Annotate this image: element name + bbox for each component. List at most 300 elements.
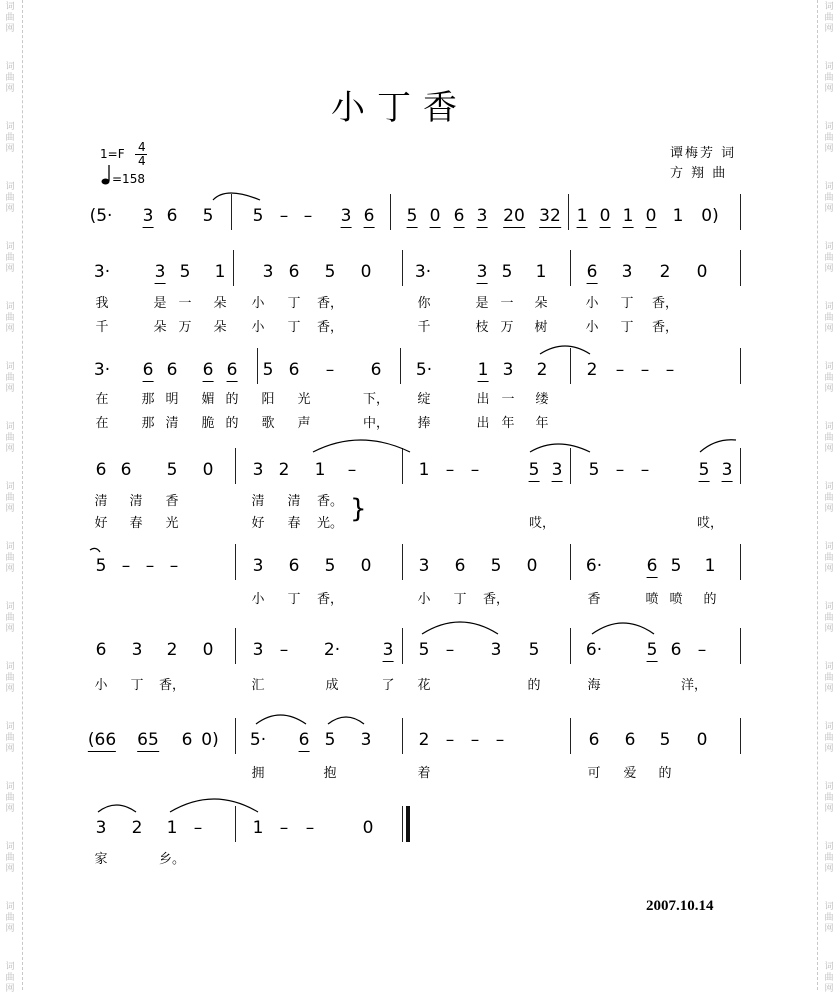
lyric-syllable: 小 (585, 320, 599, 335)
note: – (640, 360, 650, 380)
note: 5 (324, 262, 336, 282)
song-title: 小丁香 (331, 88, 469, 128)
time-signature-numerator: 4 (138, 140, 146, 154)
lyric-syllable: 拥 (251, 766, 265, 781)
slur (90, 548, 100, 552)
quarter-note-icon (100, 164, 112, 186)
note: – (445, 640, 455, 660)
note: 5· (249, 730, 267, 750)
note: – (615, 360, 625, 380)
lyric-syllable: 清 (287, 494, 301, 509)
note: 3· (414, 262, 432, 282)
note: 3 (340, 206, 352, 226)
watermark-text: 词 曲 网 (5, 722, 15, 754)
lyric-syllable: 在 (95, 392, 109, 407)
note: (66 (87, 730, 117, 750)
lyric-syllable: 的 (225, 392, 239, 407)
lyric-syllable: 明 (165, 392, 179, 407)
watermark-text: 词 曲 网 (824, 842, 834, 874)
music-line (87, 730, 750, 756)
lyric-syllable: 成 (325, 678, 339, 693)
note: 5 (202, 206, 214, 226)
note: – (279, 818, 289, 838)
lyric-syllable: 朵 (153, 320, 167, 335)
note: 32 (539, 206, 561, 226)
note: 3 (502, 360, 514, 380)
lyric-syllable: 歌 (261, 416, 275, 431)
note: 6 (363, 206, 375, 226)
note: – (169, 556, 179, 576)
note: 0 (429, 206, 441, 226)
bar-line (235, 544, 236, 580)
note: 3 (252, 460, 264, 480)
lyric-syllable: 捧 (417, 416, 431, 431)
note: – (470, 730, 480, 750)
watermark-text: 词 曲 网 (5, 122, 15, 154)
lyric-syllable: 千 (95, 320, 109, 335)
right-page-edge (817, 0, 818, 990)
bar-line (402, 250, 403, 286)
lyric-syllable: 汇 (251, 678, 265, 693)
note: 0 (526, 556, 538, 576)
note: 5 (166, 460, 178, 480)
lyric-syllable: 一 (501, 392, 515, 407)
watermark-text: 词 曲 网 (5, 842, 15, 874)
note: 65 (137, 730, 159, 750)
slur (170, 799, 258, 812)
watermark-text: 词 曲 网 (5, 362, 15, 394)
note: 0 (696, 730, 708, 750)
lyric-syllable: 香 (165, 494, 179, 509)
lyric-syllable: 香。 (316, 494, 344, 509)
lyric-syllable: 是 (153, 296, 167, 311)
note: 3 (551, 460, 563, 480)
lyric-line (90, 512, 750, 532)
lyric-syllable: 了 (381, 678, 395, 693)
lyric-syllable: 下， (362, 392, 390, 407)
note: 0 (360, 556, 372, 576)
bar-line (570, 448, 571, 484)
note: 6 (120, 460, 132, 480)
lyric-syllable: 你 (417, 296, 431, 311)
lyric-syllable: 阳 (261, 392, 275, 407)
slur (422, 622, 498, 634)
watermark-text: 词 曲 网 (5, 242, 15, 274)
lyric-syllable: 家 (94, 852, 108, 867)
bar-line (740, 194, 741, 230)
lyric-syllable: 出 (476, 392, 490, 407)
note: 1 (314, 460, 326, 480)
note: 6 (298, 730, 310, 750)
watermark-text: 词 曲 网 (824, 662, 834, 694)
slur (592, 623, 654, 634)
lyric-syllable: 朵 (213, 320, 227, 335)
note: 1 (252, 818, 264, 838)
lyric-line (90, 412, 750, 432)
lyric-syllable: 丁 (287, 320, 301, 335)
bar-line (740, 544, 741, 580)
bar-line (740, 250, 741, 286)
lyric-line (90, 588, 750, 608)
lyric-syllable: 好 (94, 516, 108, 531)
lyric-syllable: 好 (251, 516, 265, 531)
watermark-text: 词 曲 网 (824, 182, 834, 214)
note: 6 (181, 730, 193, 750)
key-signature: 1=F (100, 147, 125, 161)
bar-line (740, 718, 741, 754)
bar-line (235, 806, 236, 842)
note: 5 (528, 640, 540, 660)
lyric-line (90, 848, 750, 868)
note: 6 (202, 360, 214, 380)
lyric-syllable: 的 (527, 678, 541, 693)
note: 6· (585, 640, 603, 660)
bar-line (402, 628, 403, 664)
note: 5 (324, 730, 336, 750)
watermark-text: 词 曲 网 (5, 782, 15, 814)
lyric-syllable: 小 (251, 592, 265, 607)
watermark-text: 词 曲 网 (5, 302, 15, 334)
watermark-text: 词 曲 网 (824, 962, 834, 994)
lyric-syllable: 在 (95, 416, 109, 431)
note: 5 (490, 556, 502, 576)
bar-line (257, 348, 258, 384)
watermark-text: 词 曲 网 (5, 182, 15, 214)
lyric-syllable: 脆 (201, 416, 215, 431)
note: 5 (179, 262, 191, 282)
note: 6 (670, 640, 682, 660)
bar-line (235, 448, 236, 484)
watermark-text: 词 曲 网 (824, 422, 834, 454)
bar-line (570, 544, 571, 580)
lyric-syllable: 我 (95, 296, 109, 311)
note: 5 (659, 730, 671, 750)
note: – (445, 730, 455, 750)
lyric-syllable: 春 (287, 516, 301, 531)
note: 5 (418, 640, 430, 660)
lyric-syllable: 春 (129, 516, 143, 531)
lyric-syllable: 喷 (645, 592, 659, 607)
lyric-syllable: 香， (651, 320, 679, 335)
note: 2 (536, 360, 548, 380)
note: 6 (226, 360, 238, 380)
final-bar-thin (402, 806, 403, 842)
note: 6 (166, 360, 178, 380)
lyric-syllable: 着 (417, 766, 431, 781)
note: 5 (252, 206, 264, 226)
note: 3 (142, 206, 154, 226)
slur (256, 715, 306, 724)
note: 6 (288, 262, 300, 282)
note: 6 (288, 360, 300, 380)
watermark-text: 词 曲 网 (824, 362, 834, 394)
lyric-syllable: 小 (251, 296, 265, 311)
note: – (193, 818, 203, 838)
bar-line (231, 194, 232, 230)
note: 0 (202, 640, 214, 660)
music-line (90, 640, 750, 666)
slur (98, 805, 136, 812)
lyric-syllable: 花 (417, 678, 431, 693)
lyric-syllable: 的 (225, 416, 239, 431)
watermark-text: 词 曲 网 (824, 242, 834, 274)
lyric-syllable: 朵 (534, 296, 548, 311)
lyric-syllable: 清 (251, 494, 265, 509)
lyric-syllable: 乡。 (158, 852, 186, 867)
lyric-line (90, 674, 750, 694)
note: 0 (696, 262, 708, 282)
bar-line (233, 250, 234, 286)
note: 1 (166, 818, 178, 838)
note: 6 (142, 360, 154, 380)
note: 3 (252, 556, 264, 576)
note: 6 (624, 730, 636, 750)
note: 3 (382, 640, 394, 660)
lyric-syllable: 丁 (620, 296, 634, 311)
lyric-syllable: 海 (587, 678, 601, 693)
watermark-text: 词 曲 网 (824, 782, 834, 814)
lyric-syllable: 哎， (696, 516, 724, 531)
lyric-syllable: 可 (587, 766, 601, 781)
note: 0 (362, 818, 374, 838)
lyric-syllable: 清 (165, 416, 179, 431)
note: 6 (588, 730, 600, 750)
lyric-syllable: 香， (316, 320, 344, 335)
lyric-syllable: 清 (129, 494, 143, 509)
music-line (90, 460, 750, 486)
lyric-syllable: 小 (94, 678, 108, 693)
watermark-text: 词 曲 网 (824, 122, 834, 154)
lyric-syllable: 那 (141, 416, 155, 431)
music-line (90, 360, 750, 386)
lyric-syllable: 洋， (680, 678, 708, 693)
lyric-syllable: 朵 (213, 296, 227, 311)
bar-line (740, 348, 741, 384)
lyric-syllable: 香 (587, 592, 601, 607)
note: 1 (214, 262, 226, 282)
note: 6· (585, 556, 603, 576)
music-line (90, 262, 750, 288)
note: 2 (659, 262, 671, 282)
slur (700, 440, 736, 452)
watermark-text: 词 曲 网 (5, 662, 15, 694)
note: – (640, 460, 650, 480)
lyric-syllable: 光 (165, 516, 179, 531)
lyric-syllable: 香， (482, 592, 510, 607)
note: 3 (721, 460, 733, 480)
tempo-marking: =158 (112, 172, 145, 186)
time-signature-denominator: 4 (138, 154, 146, 168)
note: – (697, 640, 707, 660)
lyric-syllable: 丁 (130, 678, 144, 693)
lyric-syllable: 香， (158, 678, 186, 693)
note: 3 (262, 262, 274, 282)
lyric-syllable: 丁 (287, 592, 301, 607)
watermark-text: 词 曲 网 (824, 542, 834, 574)
note: – (121, 556, 131, 576)
note: 2 (278, 460, 290, 480)
slur (328, 717, 364, 724)
note: 6 (95, 460, 107, 480)
music-line (90, 818, 750, 844)
bar-line (235, 628, 236, 664)
note: 5 (262, 360, 274, 380)
music-line (90, 556, 750, 582)
note: 2· (323, 640, 341, 660)
note: 20 (503, 206, 525, 226)
lyric-syllable: 光。 (316, 516, 344, 531)
lyric-syllable: 万 (500, 320, 514, 335)
lyric-line (90, 316, 750, 336)
note: – (615, 460, 625, 480)
lyric-syllable: 清 (94, 494, 108, 509)
watermark-text: 词 曲 网 (5, 62, 15, 94)
slur (213, 193, 260, 200)
note: 5 (406, 206, 418, 226)
watermark-text: 词 曲 网 (824, 722, 834, 754)
note: 0) (701, 206, 719, 226)
final-bar-thick (406, 806, 410, 842)
lyric-syllable: 香， (651, 296, 679, 311)
lyric-syllable: 绽 (417, 392, 431, 407)
note: 6 (95, 640, 107, 660)
lyric-syllable: 小 (417, 592, 431, 607)
watermark-text: 词 曲 网 (5, 2, 15, 34)
lyric-line (90, 490, 750, 510)
watermark-text: 词 曲 网 (824, 602, 834, 634)
note: 3 (95, 818, 107, 838)
note: 3 (476, 206, 488, 226)
watermark-text: 词 曲 网 (5, 902, 15, 934)
note: 1 (576, 206, 588, 226)
note: 5 (698, 460, 710, 480)
lyric-syllable: 是 (475, 296, 489, 311)
lyricist-credit: 谭梅芳 词 (670, 146, 737, 161)
note: 3 (418, 556, 430, 576)
note: 6 (288, 556, 300, 576)
note: – (325, 360, 335, 380)
slur (313, 440, 410, 452)
note: 6 (453, 206, 465, 226)
bar-line (570, 718, 571, 754)
bar-line (570, 250, 571, 286)
watermark-text: 词 曲 网 (5, 962, 15, 994)
note: – (470, 460, 480, 480)
note: – (279, 206, 289, 226)
note: 0 (599, 206, 611, 226)
note: 5 (324, 556, 336, 576)
lyric-syllable: 丁 (620, 320, 634, 335)
lyric-syllable: 缕 (535, 392, 549, 407)
note: 6 (166, 206, 178, 226)
note: 3 (252, 640, 264, 660)
lyric-syllable: 丁 (453, 592, 467, 607)
lyric-syllable: 年 (535, 416, 549, 431)
lyric-line (90, 762, 750, 782)
lyric-syllable: 喷 (669, 592, 683, 607)
watermark-text: 词 曲 网 (5, 422, 15, 454)
note: 0) (201, 730, 219, 750)
note: 3· (93, 262, 111, 282)
lyric-syllable: 千 (417, 320, 431, 335)
note: 2 (131, 818, 143, 838)
lyric-syllable: 小 (251, 320, 265, 335)
note: 1 (622, 206, 634, 226)
lyric-syllable: 抱 (323, 766, 337, 781)
note: 2 (586, 360, 598, 380)
note: 5 (670, 556, 682, 576)
note: 0 (202, 460, 214, 480)
note: 5 (646, 640, 658, 660)
note: 3 (154, 262, 166, 282)
note: – (495, 730, 505, 750)
note: (5· (89, 206, 113, 226)
note: 0 (360, 262, 372, 282)
lyric-syllable: 出 (476, 416, 490, 431)
note: 2 (166, 640, 178, 660)
lyric-syllable: 丁 (287, 296, 301, 311)
note: – (279, 640, 289, 660)
note: – (145, 556, 155, 576)
note: 1 (672, 206, 684, 226)
note: – (305, 818, 315, 838)
verse-brace: } (350, 494, 367, 524)
watermark-text: 词 曲 网 (5, 602, 15, 634)
bar-line (568, 194, 569, 230)
note: 6 (646, 556, 658, 576)
lyric-syllable: 万 (178, 320, 192, 335)
watermark-text: 词 曲 网 (824, 2, 834, 34)
lyric-syllable: 年 (501, 416, 515, 431)
lyric-syllable: 光 (297, 392, 311, 407)
note: – (445, 460, 455, 480)
note: 6 (454, 556, 466, 576)
music-line (90, 206, 750, 232)
note: 5 (528, 460, 540, 480)
note: 3 (476, 262, 488, 282)
note: 6 (370, 360, 382, 380)
lyric-syllable: 声 (297, 416, 311, 431)
lyric-syllable: 枝 (475, 320, 489, 335)
lyric-syllable: 那 (141, 392, 155, 407)
note: 5 (501, 262, 513, 282)
lyric-syllable: 树 (534, 320, 548, 335)
note: 1 (704, 556, 716, 576)
lyric-line (90, 292, 750, 312)
lyric-syllable: 的 (658, 766, 672, 781)
note: 3 (360, 730, 372, 750)
watermark-text: 词 曲 网 (824, 62, 834, 94)
bar-line (570, 348, 571, 384)
date-stamp: 2007.10.14 (646, 898, 714, 914)
lyric-syllable: 小 (585, 296, 599, 311)
note: – (665, 360, 675, 380)
watermark-text: 词 曲 网 (824, 482, 834, 514)
lyric-syllable: 一 (178, 296, 192, 311)
bar-line (390, 194, 391, 230)
lyric-syllable: 爱 (623, 766, 637, 781)
watermark-text: 词 曲 网 (5, 482, 15, 514)
note: 5 (95, 556, 107, 576)
bar-line (740, 448, 741, 484)
lyric-syllable: 哎， (528, 516, 556, 531)
lyric-syllable: 中， (362, 416, 390, 431)
bar-line (402, 544, 403, 580)
lyric-syllable: 媚 (201, 392, 215, 407)
note: 6 (586, 262, 598, 282)
watermark-text: 词 曲 网 (5, 542, 15, 574)
slur (540, 346, 590, 354)
